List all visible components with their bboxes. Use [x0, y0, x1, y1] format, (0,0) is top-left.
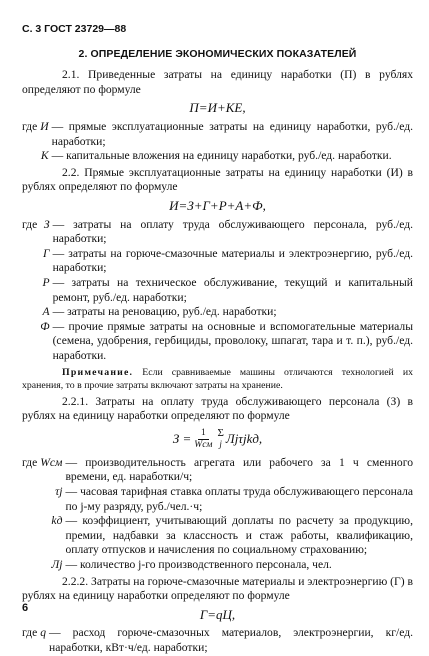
definition-dash: — — [52, 319, 69, 333]
definition-term: kд — [51, 514, 63, 528]
note-label: Примечание. — [62, 367, 134, 379]
definition-text — [53, 247, 413, 276]
definition-text — [53, 305, 413, 320]
definition-dash: — — [51, 149, 67, 163]
formula-rhs: Лjτjkд, — [225, 431, 263, 447]
definition-term: Г — [42, 246, 50, 260]
fraction-denominator: Wсм — [194, 439, 213, 450]
definition-body: производительность агрегата или рабочего за 1 ч сменного времени, ед. наработки/ч; — [65, 455, 413, 484]
definitions-list-3 — [22, 456, 413, 573]
definition-dash: — — [52, 305, 68, 319]
definition-dash: — — [65, 514, 83, 528]
definition-text — [65, 558, 413, 573]
definition-text — [49, 626, 413, 655]
definition-prefix: где — [22, 626, 38, 640]
formula-sum — [217, 428, 223, 450]
note-text: Если сравниваемые машины отличаются технологией их хранения, то в прочие затраты включают затраты на хранение. — [22, 367, 413, 392]
sum-symbol: Σ — [217, 427, 224, 440]
definition-term: τj — [55, 485, 63, 499]
formula-fraction — [194, 428, 212, 451]
paragraph-2-2-2: 2.2.2. Затраты на горюче-смазочные материалы и электроэнергию (Г) в рублях на единицу наработки определяют по формуле — [22, 574, 413, 603]
definition-text — [65, 514, 413, 558]
definition-term: Лj — [51, 558, 63, 571]
definition-term: З — [43, 217, 50, 231]
definition-term: q — [40, 626, 47, 640]
formula-reduced-costs: П=И+КЕ, — [189, 100, 246, 116]
definition-term: К — [40, 149, 49, 163]
definition-term: Р — [42, 275, 50, 289]
page-number: 6 — [22, 602, 29, 615]
definition-text — [52, 120, 413, 149]
definition-prefix: где — [22, 217, 38, 231]
definition-dash: — — [65, 485, 81, 499]
definition-text — [53, 276, 413, 305]
definition-dash: — — [52, 217, 74, 231]
paragraph-2-1: 2.1. Приведенные затраты на единицу наработки (П) в рублях определяют по формуле — [22, 68, 413, 96]
definition-term: И — [40, 119, 49, 133]
formula-direct-costs: И=З+Г+Р+А+Ф, — [169, 197, 266, 213]
definition-prefix — [22, 485, 37, 514]
definition-prefix — [22, 149, 37, 164]
formula-lhs: З = — [172, 431, 192, 447]
definition-body: затраты на реновацию, руб./ед. наработки; — [67, 305, 277, 319]
definition-prefix: где — [22, 119, 38, 133]
formula-labor-costs — [22, 428, 413, 451]
definition-body: затраты на горюче-смазочные материалы и электроэнергию, руб./ед. наработки; — [52, 246, 413, 275]
definition-text — [65, 456, 413, 485]
definition-body: количество j-го производственного персонала, чел. — [79, 558, 332, 571]
definition-dash: — — [49, 626, 73, 640]
definition-prefix — [22, 514, 37, 558]
definition-dash: — — [51, 119, 69, 133]
definition-text — [53, 218, 413, 247]
definition-dash: — — [52, 246, 69, 260]
definition-body: затраты на техническое обслуживание, текущий и капитальный ремонт, руб./ед. наработки; — [52, 275, 413, 304]
definition-text — [53, 320, 413, 364]
definition-dash: — — [65, 558, 80, 571]
definitions-list-1 — [22, 120, 413, 164]
fraction-numerator: 1 — [198, 428, 209, 440]
definition-prefix — [22, 320, 37, 364]
definition-prefix — [22, 305, 37, 320]
definition-prefix — [22, 558, 37, 573]
definition-term: Wсм — [40, 455, 63, 469]
definition-body: коэффициент, учитывающий доплаты по расчету за продукцию, премии, надбавки за классность и стаж работы, квалификацию, оплату отпусков и начисления по социальному страхованию; — [65, 514, 413, 557]
definition-body: прямые эксплуатационные затраты на единицу наработки, руб./ед. наработки; — [51, 119, 413, 148]
definition-body: часовая тарифная ставка оплаты труда обслуживающего персонала по j-му разряду, руб./чел.·ч; — [65, 485, 413, 513]
paragraph-2-2: 2.2. Прямые эксплуатационные затраты на единицу наработки (И) в рублях определяют по формуле — [22, 165, 413, 194]
page-header: С. 3 ГОСТ 23729—88 — [22, 23, 127, 35]
definition-dash: — — [52, 275, 72, 289]
definition-prefix: где — [22, 455, 38, 469]
definition-body: расход горюче-смазочных материалов, электроэнергии, кг/ед. наработки, кВт·ч/ед. наработки; — [49, 626, 413, 654]
section-title: 2. ОПРЕДЕЛЕНИЕ ЭКОНОМИЧЕСКИХ ПОКАЗАТЕЛЕЙ — [78, 47, 357, 60]
sum-index: j — [219, 439, 222, 450]
definition-prefix — [22, 276, 37, 305]
definition-body: капитальные вложения на единицу наработки, руб./ед. наработки. — [66, 149, 392, 163]
definition-prefix — [22, 247, 37, 276]
definition-term: Ф — [40, 319, 50, 333]
paragraph-2-2-1: 2.2.1. Затраты на оплату труда обслуживающего персонала (З) в рублях на единицу наработки определяют по формуле — [22, 394, 413, 423]
note — [22, 367, 413, 392]
definitions-list-4 — [22, 626, 413, 655]
definition-text — [52, 149, 413, 164]
definition-text — [65, 485, 413, 514]
formula-fuel-costs: Г=qЦ, — [199, 606, 236, 622]
definition-body: затраты на оплату труда обслуживающего персонала, руб./ед. наработки; — [52, 217, 413, 246]
definition-body: прочие прямые затраты на основные и вспомогательные материалы (семена, удобрения, гербициды, проволоку, шпагат, тара и т. п.), руб./ед. наработки. — [52, 319, 413, 362]
definitions-list-2 — [22, 218, 413, 364]
definition-term: А — [42, 305, 50, 319]
definition-dash: — — [65, 455, 86, 469]
